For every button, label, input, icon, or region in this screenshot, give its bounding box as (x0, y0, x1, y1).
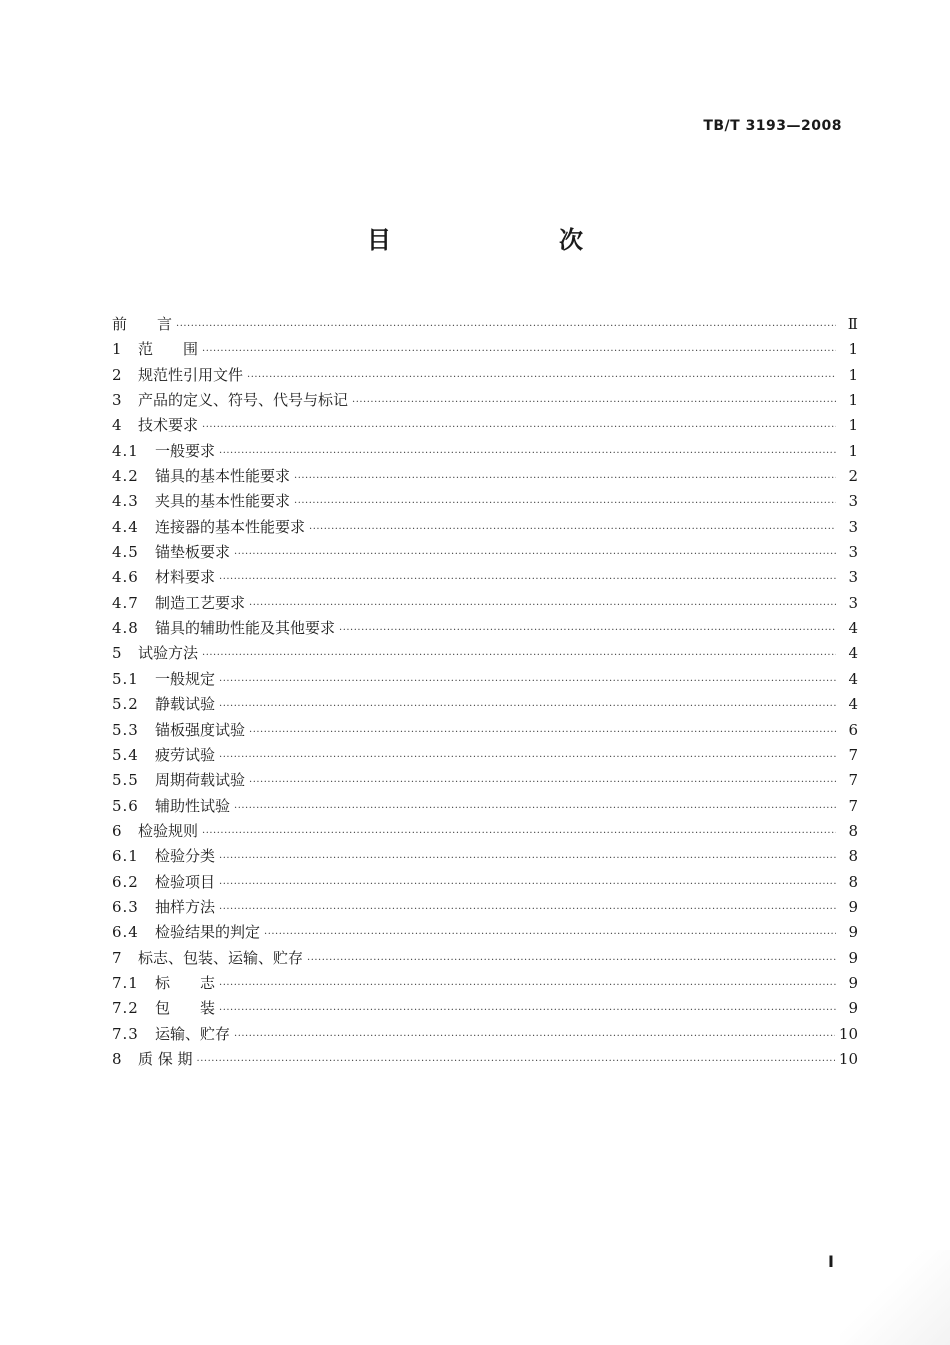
toc-entry-number: 2 (112, 365, 123, 384)
toc-entry[interactable] (112, 363, 858, 388)
toc-entry-label: 锚具的辅助性能及其他要求 (155, 619, 336, 638)
toc-dot-leader (202, 339, 836, 364)
toc-entry[interactable] (112, 515, 858, 540)
standard-code: TB/T 3193—2008 (703, 118, 842, 134)
toc-dot-leader (219, 846, 836, 871)
toc-entry[interactable] (112, 996, 858, 1021)
toc-entry[interactable] (112, 413, 858, 438)
toc-dot-leader (249, 770, 836, 795)
toc-entry[interactable] (112, 1022, 858, 1047)
toc-dot-leader (202, 643, 836, 668)
toc-entry-number: 5.5 (112, 771, 139, 790)
toc-entry-page: 10 (838, 1024, 858, 1043)
toc-entry[interactable] (112, 920, 858, 945)
toc-entry-number: 4.8 (112, 619, 139, 638)
toc-entry-label: 检验分类 (155, 847, 216, 866)
toc-entry-label: 质 保 期 (138, 1049, 193, 1068)
toc-entry[interactable] (112, 743, 858, 768)
toc-entry-page: Ⅱ (847, 315, 858, 333)
toc-entry[interactable] (112, 591, 858, 616)
toc-entry-number: 4.4 (112, 517, 139, 536)
toc-entry-page: 4 (848, 669, 858, 688)
toc-dot-leader (219, 441, 836, 466)
toc-entry[interactable] (112, 718, 858, 743)
toc-entry-label: 材料要求 (155, 568, 216, 587)
toc-entry[interactable] (112, 1047, 858, 1072)
toc-dot-leader (202, 415, 836, 440)
toc-entry[interactable] (112, 337, 858, 362)
toc-dot-leader (219, 872, 836, 897)
toc-entry-label: 辅助性试验 (155, 796, 231, 815)
toc-entry-page: 3 (848, 593, 858, 612)
toc-dot-leader (247, 365, 836, 390)
toc-dot-leader (249, 720, 836, 745)
toc-entry-label: 一般要求 (155, 441, 216, 460)
toc-entry-number: 7.2 (112, 999, 139, 1018)
toc-entry-page: 9 (848, 897, 858, 916)
toc-entry-number: 7.3 (112, 1024, 139, 1043)
toc-dot-leader (176, 314, 836, 339)
toc-dot-leader (219, 669, 836, 694)
toc-dot-leader (219, 694, 836, 719)
toc-entry[interactable] (112, 870, 858, 895)
toc-entry-label: 周期荷载试验 (155, 771, 246, 790)
toc-dot-leader (309, 517, 836, 542)
toc-entry-page: 9 (848, 973, 858, 992)
page-folio: Ⅰ (828, 1252, 834, 1271)
toc-entry-number: 5 (112, 644, 123, 663)
table-of-contents (112, 312, 858, 1072)
toc-entry-page: 3 (848, 543, 858, 562)
toc-entry[interactable] (112, 565, 858, 590)
toc-entry-page: 1 (848, 441, 858, 460)
toc-dot-leader (197, 1049, 835, 1074)
toc-entry-page: 8 (848, 847, 858, 866)
toc-entry[interactable] (112, 388, 858, 413)
toc-entry-number: 1 (112, 340, 123, 359)
toc-entry-page: 6 (848, 720, 858, 739)
toc-entry-label: 检验规则 (138, 821, 199, 840)
toc-entry[interactable] (112, 464, 858, 489)
toc-entry-number: 4 (112, 416, 123, 435)
toc-entry-label: 检验项目 (155, 872, 216, 891)
toc-entry-number: 8 (112, 1049, 123, 1068)
toc-dot-leader (219, 567, 836, 592)
toc-entry[interactable] (112, 768, 858, 793)
toc-entry[interactable] (112, 616, 858, 641)
toc-entry-number: 4.2 (112, 467, 139, 486)
toc-entry[interactable] (112, 971, 858, 996)
toc-entry-number: 7 (112, 948, 123, 967)
toc-entry-label: 范 围 (138, 340, 199, 359)
toc-entry[interactable] (112, 641, 858, 666)
toc-entry-number: 5.1 (112, 669, 139, 688)
toc-entry-label: 连接器的基本性能要求 (155, 517, 306, 536)
toc-entry-number: 6 (112, 821, 123, 840)
toc-entry-number: 6.3 (112, 897, 139, 916)
toc-dot-leader (307, 948, 836, 973)
toc-entry-label: 运输、贮存 (155, 1024, 231, 1043)
toc-entry-label: 疲劳试验 (155, 745, 216, 764)
toc-entry-label: 夹具的基本性能要求 (155, 492, 291, 511)
toc-dot-leader (234, 1024, 835, 1049)
toc-entry-number: 6.4 (112, 923, 139, 942)
toc-entry-number: 5.4 (112, 745, 139, 764)
toc-entry-page: 7 (848, 796, 858, 815)
toc-entry-page: 1 (848, 391, 858, 410)
toc-entry-page: 3 (848, 568, 858, 587)
toc-entry-page: 1 (848, 340, 858, 359)
toc-entry-number: 7.1 (112, 973, 139, 992)
toc-dot-leader (219, 897, 836, 922)
toc-dot-leader (234, 796, 836, 821)
toc-entry-label: 一般规定 (155, 669, 216, 688)
toc-entry[interactable] (112, 540, 858, 565)
toc-entry-number: 4.6 (112, 568, 139, 587)
toc-entry-page: 4 (848, 644, 858, 663)
toc-entry-label: 检验结果的判定 (155, 923, 261, 942)
toc-entry-number: 5.2 (112, 695, 139, 714)
toc-entry-label: 试验方法 (138, 644, 199, 663)
toc-entry-number: 5.3 (112, 720, 139, 739)
toc-entry-page: 10 (838, 1049, 858, 1068)
toc-entry-label: 产品的定义、符号、代号与标记 (138, 391, 349, 410)
toc-entry[interactable] (112, 844, 858, 869)
toc-dot-leader (294, 466, 836, 491)
toc-dot-leader (294, 491, 836, 516)
toc-entry-page: 1 (848, 416, 858, 435)
toc-entry-page: 3 (848, 517, 858, 536)
toc-entry-number: 5.6 (112, 796, 139, 815)
toc-entry-label: 锚具的基本性能要求 (155, 467, 291, 486)
toc-entry-label: 锚板强度试验 (155, 720, 246, 739)
toc-entry-label: 制造工艺要求 (155, 593, 246, 612)
toc-entry-label: 锚垫板要求 (155, 543, 231, 562)
toc-entry-label: 静载试验 (155, 695, 216, 714)
toc-dot-leader (264, 922, 836, 947)
toc-entry-label: 标 志 (155, 973, 216, 992)
toc-entry-number: 6.2 (112, 872, 139, 891)
toc-entry-number: 6.1 (112, 847, 139, 866)
toc-entry-page: 3 (848, 492, 858, 511)
toc-entry-page: 8 (848, 821, 858, 840)
toc-entry[interactable] (112, 819, 858, 844)
toc-entry-label: 包 装 (155, 999, 216, 1018)
toc-entry-page: 7 (848, 771, 858, 790)
toc-entry[interactable] (112, 794, 858, 819)
toc-entry-page: 4 (848, 695, 858, 714)
toc-entry-page: 9 (848, 948, 858, 967)
toc-entry-label: 抽样方法 (155, 897, 216, 916)
toc-entry[interactable] (112, 667, 858, 692)
toc-dot-leader (339, 618, 836, 643)
toc-entry[interactable] (112, 946, 858, 971)
toc-dot-leader (219, 998, 836, 1023)
toc-entry-page: 4 (848, 619, 858, 638)
toc-entry-label: 规范性引用文件 (138, 365, 244, 384)
toc-entry-label: 标志、包装、运输、贮存 (138, 948, 304, 967)
toc-entry-number: 4.7 (112, 593, 139, 612)
toc-entry-page: 1 (848, 365, 858, 384)
toc-dot-leader (202, 821, 836, 846)
toc-entry-number: 4.5 (112, 543, 139, 562)
toc-entry-label: 前 言 (112, 315, 173, 333)
toc-entry-number: 3 (112, 391, 123, 410)
toc-dot-leader (219, 745, 836, 770)
toc-entry[interactable] (112, 312, 858, 337)
page-title: 目 次 (367, 226, 623, 254)
toc-entry-number: 4.3 (112, 492, 139, 511)
toc-entry-page: 9 (848, 923, 858, 942)
scan-corner-shade (840, 1250, 950, 1345)
toc-entry-label: 技术要求 (138, 416, 199, 435)
toc-entry-number: 4.1 (112, 441, 139, 460)
toc-entry[interactable] (112, 439, 858, 464)
toc-entry-page: 9 (848, 999, 858, 1018)
toc-entry[interactable] (112, 489, 858, 514)
toc-entry-page: 2 (848, 467, 858, 486)
toc-dot-leader (219, 973, 836, 998)
toc-entry-page: 8 (848, 872, 858, 891)
toc-dot-leader (352, 390, 836, 415)
toc-dot-leader (234, 542, 836, 567)
toc-dot-leader (249, 593, 836, 618)
toc-entry-page: 7 (848, 745, 858, 764)
toc-entry[interactable] (112, 895, 858, 920)
toc-entry[interactable] (112, 692, 858, 717)
